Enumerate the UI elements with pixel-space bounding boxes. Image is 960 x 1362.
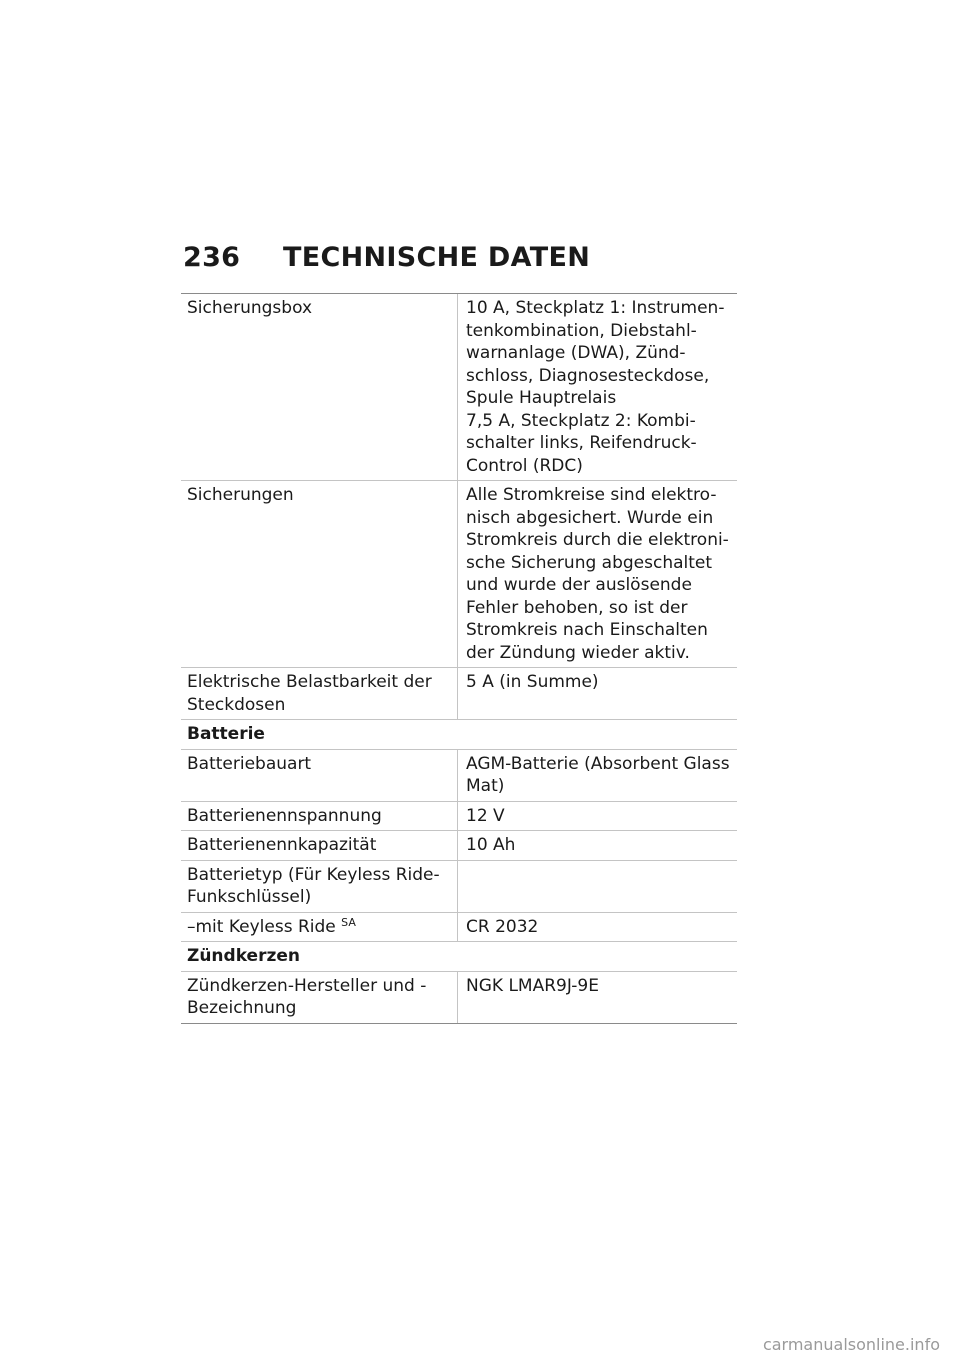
page-number: 236 [183, 242, 241, 273]
table-row [181, 913, 737, 943]
row-value: Alle Stromkreise sind elektro-nisch abgesichert. Wurde ein Stromkreis durch die elektroni-sche Sicherung abgeschaltet und wurde der auslösende Fehler behoben, so ist der Stromkreis nach Einschalten der Zündung wieder aktiv. [457, 481, 737, 667]
fuse-slot-1: 10 A, Steckplatz 1: Instrumen-tenkombination, Diebstahl-warnanlage (DWA), Zünd-schloss, Diagnosesteckdose, Spule Hauptrelais [466, 298, 725, 408]
page-header [183, 242, 743, 273]
row-value: 12 V [457, 802, 737, 831]
row-value: CR 2032 [457, 913, 737, 942]
row-value: 5 A (in Summe) [457, 668, 737, 719]
row-label: Batterienennspannung [187, 805, 382, 826]
row-label: Batteriebauart [187, 753, 312, 774]
fuse-slot-2: 7,5 A, Steckplatz 2: Kombi-schalter links, Reifendruck-Control (RDC) [466, 410, 697, 476]
sa-superscript: SA [341, 915, 356, 929]
table-row [181, 750, 737, 802]
row-label: Sicherungen [187, 485, 294, 505]
section-heading-zuendkerzen: Zündkerzen [181, 942, 737, 972]
row-label: Batterienennkapazität [187, 835, 377, 855]
table-row [181, 831, 737, 861]
row-value [457, 294, 737, 480]
page-title: TECHNISCHE DATEN [283, 242, 591, 273]
table-row [181, 668, 737, 720]
table-row [181, 481, 737, 668]
table-row [181, 972, 737, 1024]
row-label: Sicherungsbox [187, 298, 313, 318]
row-value [457, 861, 737, 912]
row-value: NGK LMAR9J-9E [457, 972, 737, 1023]
section-heading-batterie: Batterie [181, 720, 737, 750]
row-label: Batterietyp (Für Keyless Ride-Funkschlüssel) [187, 864, 440, 907]
spec-table [181, 293, 737, 1024]
row-label: Zündkerzen-Hersteller und -Bezeichnung [187, 975, 427, 1018]
table-row [181, 802, 737, 832]
row-value: AGM-Batterie (Absorbent Glass Mat) [457, 750, 737, 801]
table-row [181, 294, 737, 481]
row-label: Elektrische Belastbarkeit der Steckdosen [187, 672, 432, 715]
watermark: carmanualsonline.info [762, 1335, 940, 1354]
table-row [181, 861, 737, 913]
row-value: 10 Ah [457, 831, 737, 860]
keyless-label: –mit Keyless Ride [187, 916, 336, 937]
row-label [181, 913, 457, 942]
